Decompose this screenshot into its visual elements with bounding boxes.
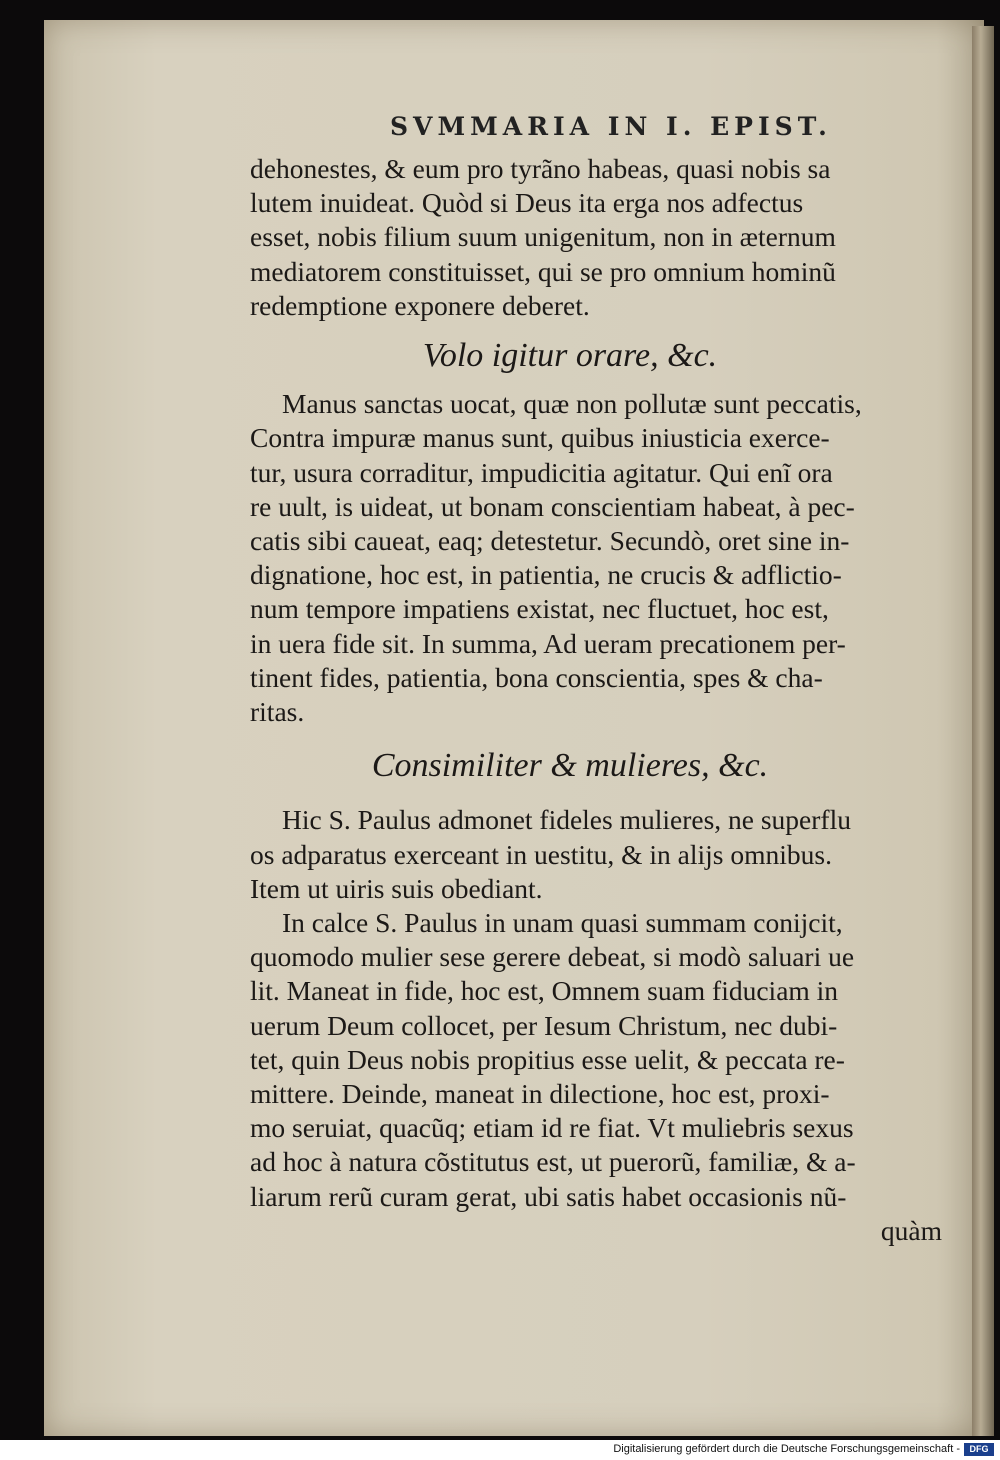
text-line: os adparatus exerceant in uestitu, & in alijs omnibus. — [250, 838, 832, 870]
funding-credit: Digitalisierung gefördert durch die Deutsche Forschungsgemeinschaft - — [613, 1443, 960, 1455]
text-line: lit. Maneat in fide, hoc est, Omnem suam fiduciam in — [250, 975, 839, 1007]
text-line: lutem inuideat. Quòd si Deus ita erga nos adfectus — [250, 187, 804, 219]
text-line: Manus sanctas uocat, quæ non pollutæ sunt peccatis, — [282, 388, 862, 420]
page-edge — [972, 26, 994, 1436]
running-head: SVMMARIA IN I. EPIST. — [390, 112, 832, 141]
catchword: quàm — [880, 1214, 942, 1246]
text-line: re uult, is uideat, ut bonam conscientiam habeat, à pec- — [250, 490, 855, 522]
text-line: dignatione, hoc est, in patientia, ne crucis & adflictio- — [250, 559, 842, 591]
text-line: num tempore impatiens existat, nec fluctuet, hoc est, — [250, 593, 829, 625]
text-line: esset, nobis filium suum unigenitum, non in æternum — [250, 221, 836, 253]
text-line: tur, usura corraditur, impudicitia agitatur. Qui enĩ ora — [250, 456, 833, 488]
text-line: quomodo mulier sese gerere debeat, si modò saluari ue — [250, 941, 855, 973]
section-heading: Consimiliter & mulieres, &c. — [371, 747, 769, 785]
text-line: in uera fide sit. In summa, Ad ueram precationem per- — [250, 627, 846, 659]
text-line: tet, quin Deus nobis propitius esse uelit, & peccata re- — [250, 1043, 845, 1075]
text-line: mittere. Deinde, maneat in dilectione, hoc est, proxi- — [250, 1078, 830, 1110]
dfg-logo-icon: DFG — [964, 1443, 994, 1456]
text-line: dehonestes, & eum pro tyrãno habeas, quasi nobis sa — [250, 153, 831, 184]
section-heading: Volo igitur orare, &c. — [422, 337, 718, 375]
text-line: Hic S. Paulus admonet fideles mulieres, ne superflu — [282, 804, 851, 836]
text-line: catis sibi caueat, eaq; detestetur. Secundò, oret sine in- — [250, 525, 850, 557]
footer-bar — [0, 1440, 1000, 1460]
text-line: mo seruiat, quacũq; etiam id re fiat. Vt muliebris sexus — [250, 1112, 854, 1144]
text-line: liarum rerũ curam gerat, ubi satis habet occasionis nũ- — [250, 1180, 847, 1212]
text-line: uerum Deum collocet, per Iesum Christum, nec dubi- — [250, 1009, 838, 1041]
text-line: Item ut uiris suis obediant. — [250, 872, 543, 904]
text-line: ad hoc à natura cõstitutus est, ut puerorũ, familiæ, & a- — [250, 1146, 856, 1178]
main-text — [250, 152, 950, 1248]
text-line: In calce S. Paulus in unam quasi summam conijcit, — [282, 907, 843, 939]
text-line: Contra impuræ manus sunt, quibus iniusticia exerce- — [250, 422, 830, 454]
text-line: ritas. — [250, 696, 305, 728]
text-line: mediatorem constituisset, qui se pro omnium hominũ — [250, 255, 836, 287]
text-line: redemptione exponere deberet. — [250, 289, 590, 321]
text-line: tinent fides, patientia, bona conscientia, spes & cha- — [250, 661, 823, 693]
